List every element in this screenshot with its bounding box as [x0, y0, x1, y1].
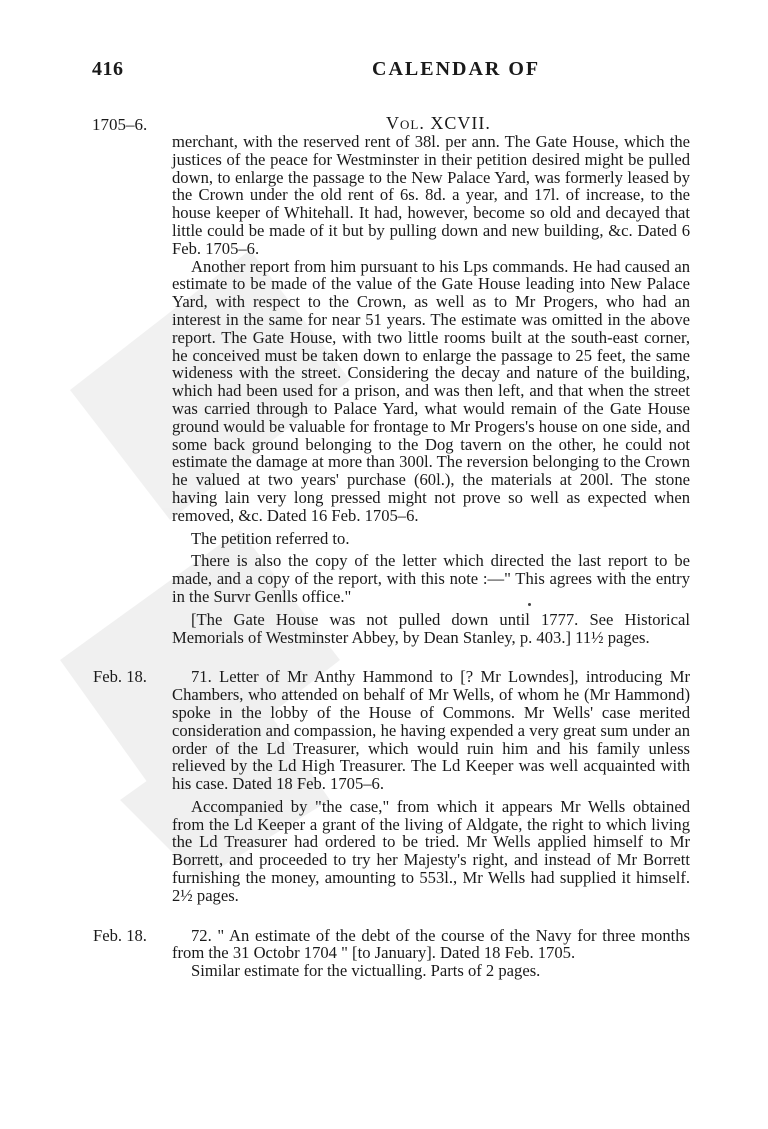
- entry-date: Feb. 18.: [93, 925, 147, 945]
- entry-text-continued: Accompanied by "the case," from which it appears Mr Wells obtained from the Ld Keeper a grant of the living of Aldgate, the right to which living the Ld Treasurer had ordered to be tried. Mr Wells applied himself to Mr Borrett, and proceeded to try her Majesty's right, and instead of Mr Borrett furnishing the money, amounting to 553l., Mr Wells had supplied it himself. 2½ pages.: [172, 796, 690, 905]
- paragraph-petition-referred: The petition referred to.: [191, 528, 350, 548]
- entry-72: [93, 925, 690, 981]
- entry-date: Feb. 18.: [93, 667, 147, 687]
- volume-heading: Vol. XCVII.: [386, 113, 491, 133]
- paragraph-copy-of-letter: There is also the copy of the letter which directed the last report to be made, and a copy of the report, with this note :—" This agrees with the entry in the Survr Genlls office.": [172, 551, 690, 606]
- entry-text-continued: Similar estimate for the victualling. Parts of 2 pages.: [191, 961, 541, 981]
- main-text: [93, 132, 690, 981]
- page-number: 416: [92, 58, 124, 80]
- year-marginal: 1705–6.: [92, 115, 148, 134]
- paragraph-editorial-note: [The Gate House was not pulled down until 1777. See Historical Memorials of Westminster Abbey, by Dean Stanley, p. 403.] 11½ pages.: [172, 609, 690, 647]
- entry-text: 71. Letter of Mr Anthy Hammond to [? Mr Lowndes], introducing Mr Chambers, who attended on behalf of Mr Wells, of whom he (Mr Hammond) spoke in the lobby of the House of Commons. Mr Wells' case merited consideration and compassion, he having expended a very great sum under an order of the Ld Treasurer, which would ruin him and his family unless relieved by the Ld High Treasurer. The Ld Keeper was well acquainted with his case. Dated 18 Feb. 1705–6.: [172, 667, 690, 794]
- entry-71: [93, 667, 690, 905]
- paragraph-gate-house-lease: merchant, with the reserved rent of 38l. per ann. The Gate House, which the justices of the peace for Westminster in their petition desired might be pulled down, to enlarge the passage to the New Palace Yard, was formerly leased by the Crown under the old rent of 6s. 8d. a year, and 17l. of increase, to the house keeper of Whitehall. It had, however, become so old and decayed that little could be made of it but by pulling down and new building, &c. Dated 6 Feb. 1705–6.: [172, 132, 690, 258]
- running-title: CALENDAR OF: [372, 58, 541, 80]
- page-header: [0, 52, 768, 82]
- paragraph-second-report: Another report from him pursuant to his Lps commands. He had caused an estimate to be made of the value of the Gate House leading into New Palace Yard, with respect to the Crown, as well as to Mr Progers, who had an interest in the same for near 51 years. The estimate was omitted in the above report. The Gate House, with two little rooms built at the south-east corner, he conceived must be taken down to enlarge the passage to 25 feet, the same wideness with the street. Considering the decay and nature of the building, which had been used for a prison, and was then left, and that when the street was carried through to Palace Yard, what would remain of the Gate House ground would be valuable for frontage to Mr Progers's house on one side, and some back ground belonging to the Dog tavern on the other, he could not estimate the damage at more than 300l. The reversion belonging to the Crown he valued at two years' purchase (60l.), the materials at 200l. The stone having lain very long pressed might not prove so well as expected when removed, &c. Dated 16 Feb. 1705–6.: [172, 256, 690, 525]
- entry-text: 72. " An estimate of the debt of the course of the Navy for three months from the 31 Octobr 1704 " [to January]. Dated 18 Feb. 1705.: [172, 925, 690, 963]
